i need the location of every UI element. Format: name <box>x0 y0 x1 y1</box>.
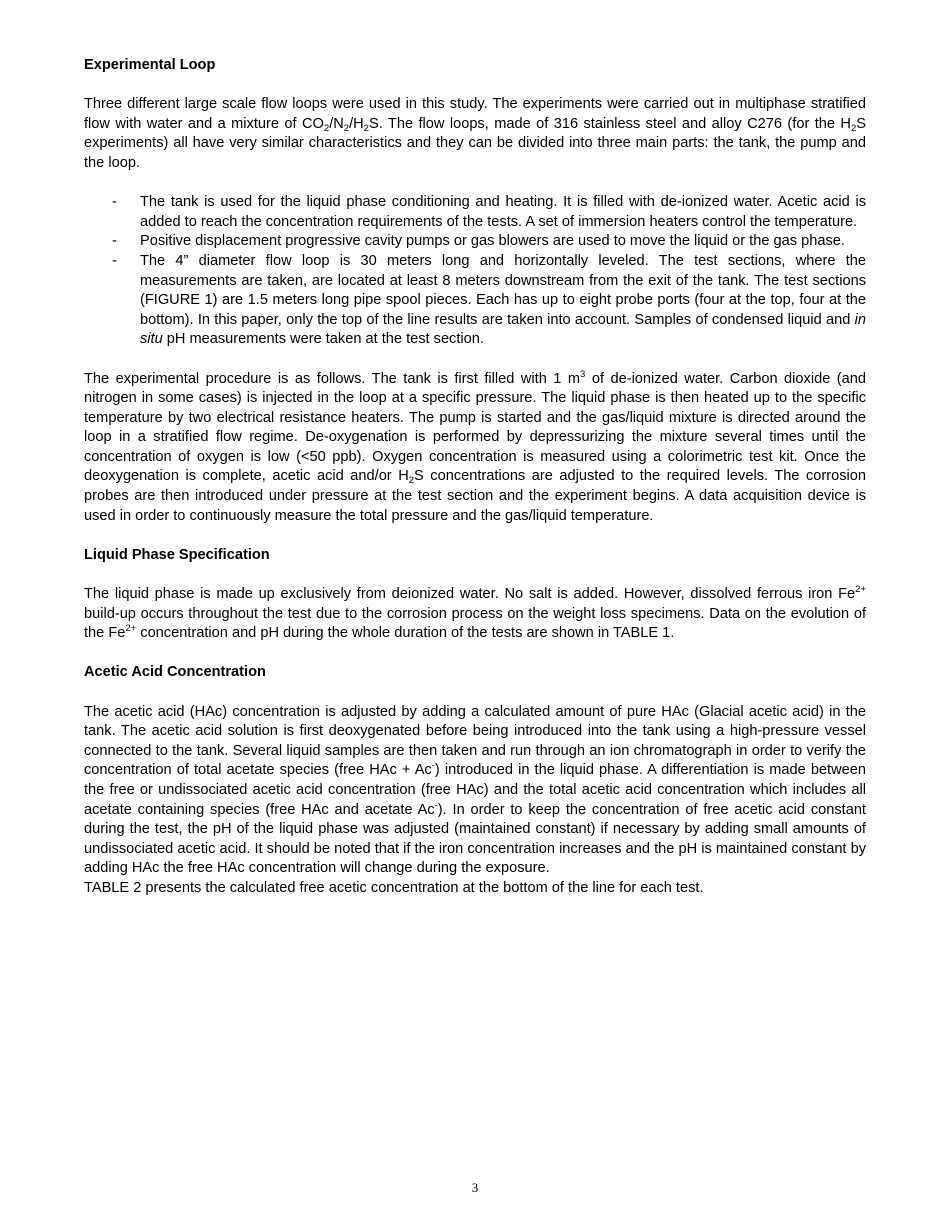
text-run: /N <box>329 115 344 132</box>
text-run: Three different large scale flow loops were used in this study. The experiments were carried out in multiphase stratified flow with water and a mixture of CO <box>84 96 866 132</box>
text-run: of de-ionized water. Carbon dioxide (and nitrogen in some cases) is injected in the loop at a specific pressure. The liquid phase is then heated up to the specific temperature by two electrical resistance heaters. The pump is started and the gas/liquid mixture is directed around the loop in a stratified flow regime. De-oxygenation is performed by depressurizing the mixture several times until the concentration of oxygen is low (<50 ppb). Oxygen concentration is measured using a colorimetric test kit. Once the deoxygenation is complete, acetic acid and/or H <box>84 370 866 485</box>
text-run: build-up occurs throughout the test due to the corrosion process on the weight loss specimens. Data on the evolution of the Fe <box>84 605 866 642</box>
dash-bullet: - <box>112 233 117 250</box>
section-heading-liquid-phase: Liquid Phase Specification <box>84 546 270 563</box>
spacer <box>84 350 866 370</box>
list-item-tank <box>84 193 866 232</box>
subscript: 2 <box>850 122 857 134</box>
dash-bullet: - <box>112 252 117 269</box>
list-item-text: Positive displacement progressive cavity pumps or gas blowers are used to move the liquid or the gas phase. <box>140 233 845 250</box>
section-heading-acetic-acid: Acetic Acid Concentration <box>84 664 266 681</box>
dash-bullet: - <box>112 194 117 211</box>
superscript: - <box>434 799 438 811</box>
page-number: 3 <box>471 1180 479 1195</box>
list-item-loop <box>84 252 866 350</box>
text-run: The liquid phase is made up exclusively from deionized water. No salt is added. However, dissolved ferrous iron Fe <box>84 586 856 603</box>
italic-text: in situ <box>140 311 866 348</box>
list-item-text: The tank is used for the liquid phase conditioning and heating. It is filled with de-ionized water. Acetic acid is added to reach the concentration requirements of the tests. A set of immersion heaters control the temperature. <box>140 194 866 230</box>
section-heading-experimental-loop: Experimental Loop <box>84 57 216 73</box>
spacer <box>84 683 866 703</box>
text-run: The acetic acid (HAc) concentration is adjusted by adding a calculated amount of pure HAc (Glacial acetic acid) in the tank. The acetic acid solution is first deoxygenated before being introduced into the tank using a high-pressure vessel connected to the tank. Several liquid samples are then taken and run through an ion chromatograph in order to verify the concentration of total acetate species (free HAc + Ac <box>84 703 866 779</box>
list-item-pump <box>84 232 866 252</box>
text-run: S experiments) all have very similar characteristics and they can be divided into three main parts: the tank, the pump and the loop. <box>84 115 867 171</box>
paragraph-procedure <box>84 370 866 527</box>
superscript: 3 <box>580 368 586 380</box>
spacer <box>84 526 866 546</box>
spacer <box>84 76 866 96</box>
paragraph-liquid-phase <box>84 585 866 644</box>
paragraph-table-2-note: TABLE 2 presents the calculated free acetic concentration at the bottom of the line for each test. <box>84 879 704 896</box>
list-item-text: pH measurements were taken at the test section. <box>162 331 484 348</box>
superscript: 2+ <box>855 584 866 596</box>
text-run: ). In order to keep the concentration of free acetic acid constant during the test, the pH of the liquid phase was adjusted (maintained constant) if necessary by adding small amounts of undissociated acetic acid. It should be noted that if the iron concentration increases and the pH is maintained constant by adding HAc the free HAc concentration will change during the exposure. <box>84 801 866 877</box>
loop-parts-list <box>84 193 866 350</box>
spacer <box>84 174 866 194</box>
superscript: 2+ <box>125 623 137 635</box>
text-run: The experimental procedure is as follows. The tank is first filled with 1 m <box>84 370 581 387</box>
paragraph-acetic-acid <box>84 703 866 879</box>
paragraph-flow-loops <box>84 95 866 173</box>
text-run: ) introduced in the liquid phase. A differentiation is made between the free or undissociated acetic acid concentration (free HAc) and the total acetic acid concentration which includes all acetate containing species (free HAc and acetate Ac <box>84 762 866 818</box>
subscript: 2 <box>343 122 350 134</box>
subscript: 2 <box>323 122 330 134</box>
text-run: S. The flow loops, made of 316 stainless steel and alloy C276 (for the H <box>368 115 851 132</box>
document-page <box>84 56 866 899</box>
superscript: - <box>431 760 435 772</box>
spacer <box>84 644 866 664</box>
text-run: S concentrations are adjusted to the required levels. The corrosion probes are then introduced under pressure at the test section and the experiment begins. A data acquisition device is used in order to continuously measure the total pressure and the gas/liquid temperature. <box>84 468 867 524</box>
text-run: /H <box>349 115 364 132</box>
spacer <box>84 565 866 585</box>
subscript: 2 <box>363 122 369 134</box>
subscript: 2 <box>408 475 415 487</box>
list-item-text: The 4” diameter flow loop is 30 meters long and horizontally leveled. The test sections, where the measurements are taken, are located at least 8 meters downstream from the exit of the tank. The test sections (FIGURE 1) are 1.5 meters long pipe spool pieces. Each has up to eight probe ports (four at the top, four at the bottom). In this paper, only the top of the line results are taken into account. Samples of condensed liquid and <box>140 252 866 328</box>
text-run: concentration and pH during the whole duration of the tests are shown in TABLE 1. <box>136 625 675 642</box>
